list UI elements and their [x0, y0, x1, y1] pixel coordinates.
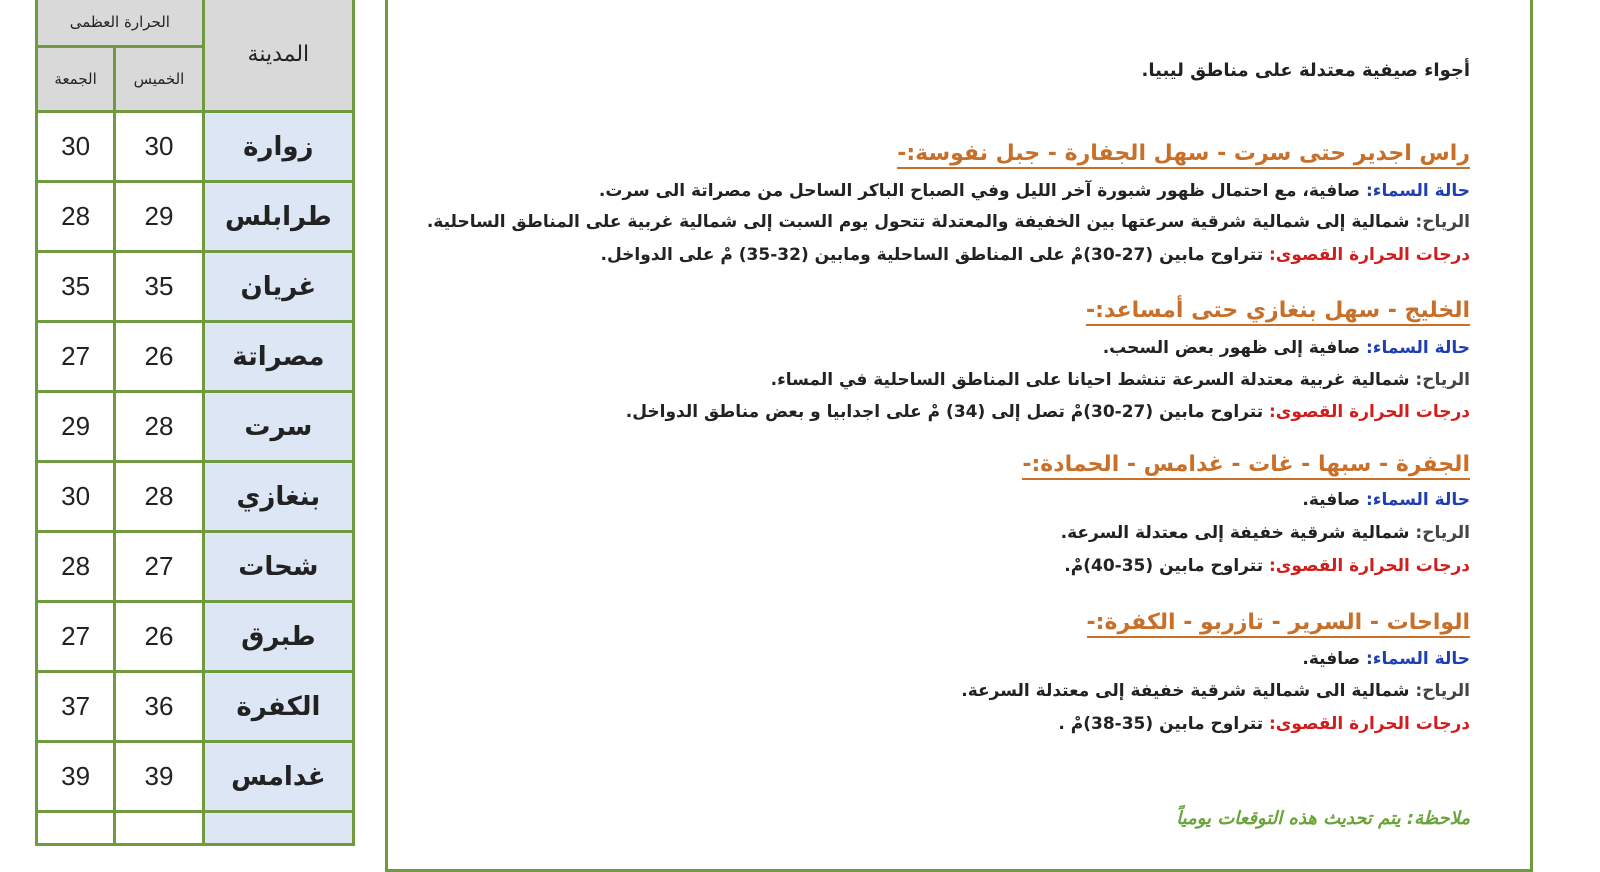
thursday-temp: 28	[115, 392, 204, 462]
thursday-temp: 36	[115, 672, 204, 742]
region-heading: الجفرة - سبها - غات - غدامس - الحمادة:-	[1022, 452, 1470, 480]
table-row	[37, 252, 354, 322]
table-row	[37, 182, 354, 252]
temp-line	[1064, 556, 1470, 576]
friday-temp: 29	[37, 392, 115, 462]
city-name: غدامس	[203, 742, 353, 812]
sky-label: حالة السماء:	[1365, 490, 1470, 510]
wind-text: شمالية شرقية خفيفة إلى معتدلة السرعة.	[1060, 523, 1416, 543]
city-name: طرابلس	[203, 182, 353, 252]
thursday-temp: 39	[115, 742, 204, 812]
city-name: زوارة	[203, 112, 353, 182]
forecast-intro: أجواء صيفية معتدلة على مناطق ليبيا.	[1141, 60, 1470, 81]
temp-label: درجات الحرارة القصوى:	[1269, 245, 1470, 265]
temp-line	[626, 402, 1470, 422]
temp-label: درجات الحرارة القصوى:	[1269, 714, 1470, 734]
max-temperature-table	[35, 0, 355, 846]
sky-label: حالة السماء:	[1365, 649, 1470, 669]
sky-label: حالة السماء:	[1365, 181, 1470, 201]
friday-temp: 37	[37, 672, 115, 742]
empty-cell	[37, 812, 115, 845]
region-heading: راس اجدير حتى سرت - سهل الجفارة - جبل نفوسة:-	[897, 141, 1470, 169]
table-row	[37, 322, 354, 392]
temp-text: تتراوح مابين (27-30)مْ على المناطق الساحلية ومابين (32-35) مْ على الدواخل.	[600, 245, 1269, 265]
table-row	[37, 112, 354, 182]
sky-text: صافية إلى ظهور بعض السحب.	[1102, 338, 1366, 358]
sky-line	[599, 181, 1470, 201]
wind-text: شمالية إلى شمالية شرقية سرعتها بين الخفيفة والمعتدلة تتحول يوم السبت إلى شمالية غربية على المناطق الساحلية.	[426, 212, 1416, 232]
temp-line	[600, 245, 1470, 265]
wind-line	[771, 370, 1470, 390]
friday-temp: 28	[37, 532, 115, 602]
city-column-header: المدينة	[203, 0, 353, 112]
city-name: شحات	[203, 532, 353, 602]
forecast-report-box	[385, 0, 1533, 872]
city-name: سرت	[203, 392, 353, 462]
empty-cell	[203, 812, 353, 845]
friday-temp: 39	[37, 742, 115, 812]
thursday-temp: 35	[115, 252, 204, 322]
city-name: مصراتة	[203, 322, 353, 392]
friday-temp: 30	[37, 112, 115, 182]
city-name: الكفرة	[203, 672, 353, 742]
temp-text: تتراوح مابين (35-38)مْ .	[1058, 714, 1269, 734]
table-row-cutoff	[37, 812, 354, 845]
temp-line	[1058, 714, 1470, 734]
friday-temp: 35	[37, 252, 115, 322]
thursday-temp: 28	[115, 462, 204, 532]
table-row	[37, 392, 354, 462]
thursday-temp: 26	[115, 602, 204, 672]
thursday-temp: 30	[115, 112, 204, 182]
wind-label: الرياح:	[1415, 212, 1470, 232]
wind-line	[1061, 523, 1470, 543]
update-note: ملاحظة: يتم تحديث هذه التوقعات يومياً	[1176, 808, 1470, 829]
max-temp-group-header: الحرارة العظمى	[37, 0, 204, 47]
sky-line	[1302, 649, 1470, 669]
sky-label: حالة السماء:	[1365, 338, 1470, 358]
temp-label: درجات الحرارة القصوى:	[1269, 556, 1470, 576]
friday-temp: 28	[37, 182, 115, 252]
friday-temp: 27	[37, 322, 115, 392]
wind-line	[427, 212, 1470, 232]
city-name: غريان	[203, 252, 353, 322]
friday-temp: 27	[37, 602, 115, 672]
wind-label: الرياح:	[1415, 681, 1470, 701]
table-row	[37, 742, 354, 812]
friday-temp: 30	[37, 462, 115, 532]
wind-text: شمالية الى شمالية شرقية خفيفة إلى معتدلة السرعة.	[961, 681, 1416, 701]
sky-text: صافية، مع احتمال ظهور شبورة آخر الليل وفي الصباح الباكر الساحل من مصراتة الى سرت.	[598, 181, 1366, 201]
table-row	[37, 532, 354, 602]
city-name: بنغازي	[203, 462, 353, 532]
wind-line	[961, 681, 1470, 701]
sky-line	[1103, 338, 1470, 358]
thursday-temp: 29	[115, 182, 204, 252]
thursday-column-header: الخميس	[115, 47, 204, 112]
thursday-temp: 27	[115, 532, 204, 602]
region-heading: الواحات - السرير - تازربو - الكفرة:-	[1087, 610, 1470, 638]
wind-label: الرياح:	[1415, 370, 1470, 390]
friday-column-header: الجمعة	[37, 47, 115, 112]
temp-text: تتراوح مابين (27-30)مْ تصل إلى (34) مْ على اجدابيا و بعض مناطق الدواخل.	[625, 402, 1269, 422]
table-row	[37, 672, 354, 742]
sky-text: صافية.	[1302, 490, 1366, 510]
region-heading: الخليج - سهل بنغازي حتى أمساعد:-	[1086, 298, 1470, 326]
temp-text: تتراوح مابين (35-40)مْ.	[1064, 556, 1269, 576]
wind-text: شمالية غربية معتدلة السرعة تنشط احيانا على المناطق الساحلية في المساء.	[770, 370, 1416, 390]
table-row	[37, 462, 354, 532]
sky-line	[1302, 490, 1470, 510]
city-name: طبرق	[203, 602, 353, 672]
table-row	[37, 602, 354, 672]
empty-cell	[115, 812, 204, 845]
temp-label: درجات الحرارة القصوى:	[1269, 402, 1470, 422]
sky-text: صافية.	[1302, 649, 1366, 669]
wind-label: الرياح:	[1415, 523, 1470, 543]
thursday-temp: 26	[115, 322, 204, 392]
